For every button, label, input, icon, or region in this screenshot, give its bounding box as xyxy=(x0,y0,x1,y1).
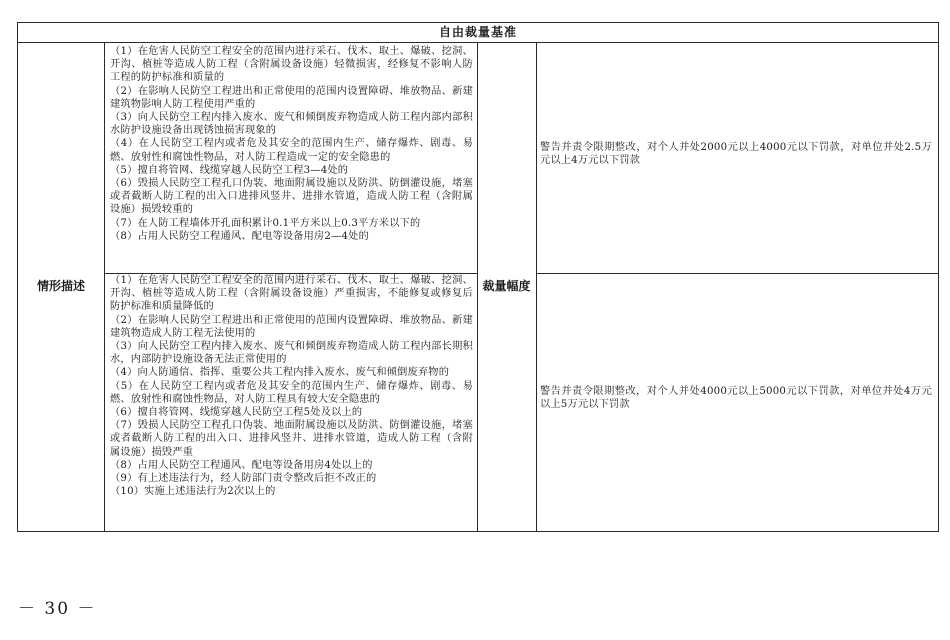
situation-item: （4）在人民防空工程内或者危及其安全的范围内生产、储存爆炸、剧毒、易燃、放射性和腐蚀性物品，对人防工程造成一定的安全隐患的 xyxy=(110,138,473,163)
situation-item: （5）擅自将管网、线缆穿越人民防空工程3—4处的 xyxy=(110,164,349,176)
situation-item: （3）向人民防空工程内排入废水、废气和倾倒废弃物造成人防工程内部内部积水防护设施设备出现锈蚀损害现象的 xyxy=(110,112,473,137)
situation-item: （6）毁损人民防空工程孔口伪装、地面附属设施以及防洪、防倒灌设施，堵塞或者截断人防工程的出入口进排风竖井、进排水管道，造成人防工程（含附属设施）损毁较重的 xyxy=(110,178,473,216)
situation-item: （2）在影响人民防空工程进出和正常使用的范围内设置障碍、堆放物品、新建建筑物影响人防工程使用严重的 xyxy=(110,85,473,110)
situation-item: （2）在影响人民防空工程进出和正常使用的范围内设置障碍、堆放物品、新建建筑物造成人防工程无法使用的 xyxy=(110,314,473,339)
situation-item: （4）向人防通信、指挥、重要公共工程内排入废水、废气和倾倒废弃物的 xyxy=(110,367,450,379)
situation-cell-row-1 xyxy=(105,45,477,243)
situation-item: （7）毁损人民防空工程孔口伪装、地面附属设施以及防洪、防倒灌设施，堵塞或者截断人防工程的出入口、进排风竖井、进排水管道，造成人防工程（含附属设施）损毁严重 xyxy=(110,420,473,458)
situation-item: （1）在危害人民防空工程安全的范围内进行采石、伐木、取土、爆破、挖洞、开沟、植桩等造成人防工程（含附属设备设施）轻微损害，经修复不影响人防工程的防护标准和质量的 xyxy=(110,46,473,84)
situation-item: （9）有上述违法行为，经人防部门责令整改后拒不改正的 xyxy=(110,473,377,485)
situation-cell-row-2 xyxy=(105,274,477,498)
situation-item: （8）占用人民防空工程通风、配电等设备用房2—4处的 xyxy=(110,230,369,242)
situation-item: （7）在人防工程墙体开孔面积累计0.1平方米以上0.3平方米以下的 xyxy=(110,217,421,229)
situation-item: （10）实施上述违法行为2次以上的 xyxy=(110,486,276,498)
situation-item: （3）向人民防空工程内排入废水、废气和倾倒废弃物造成人防工程内部长期积水，内部防护设施设备无法正常使用的 xyxy=(110,341,473,366)
discretion-range-row-2: 警告并责令限期整改，对个人并处4000元以上5000元以下罚款，对单位并处4万元以上5万元以下罚款 xyxy=(540,386,932,411)
situation-item: （6）擅自将管网、线缆穿越人民防空工程5处及以上的 xyxy=(110,407,363,419)
situation-item: （8）占用人民防空工程通风、配电等设备用房4处以上的 xyxy=(110,459,373,471)
column-divider xyxy=(536,43,537,531)
row-divider xyxy=(536,273,939,274)
page-number: － 30 － xyxy=(18,599,97,619)
situation-description-label: 情形描述 xyxy=(36,279,85,293)
discretion-standard-table xyxy=(17,22,939,532)
discretion-range-row-1: 警告并责令限期整改，对个人并处2000元以上4000元以下罚款，对单位并处2.5万元以上4万元以下罚款 xyxy=(540,142,932,167)
table-title: 自由裁量基准 xyxy=(18,23,938,43)
situation-item: （1）在危害人民防空工程安全的范围内进行采石、伐木、取土、爆破、挖洞、开沟、植桩等造成人防工程（含附属设备设施）严重损害，不能修复或修复后防护标准和质量降低的 xyxy=(110,275,473,313)
situation-item: （5）在人民防空工程内或者危及其安全的范围内生产、储存爆炸、剧毒、易燃、放射性和腐蚀性物品，对人防工程具有较大安全隐患的 xyxy=(110,380,473,405)
discretion-range-label: 裁量幅度 xyxy=(482,279,531,293)
